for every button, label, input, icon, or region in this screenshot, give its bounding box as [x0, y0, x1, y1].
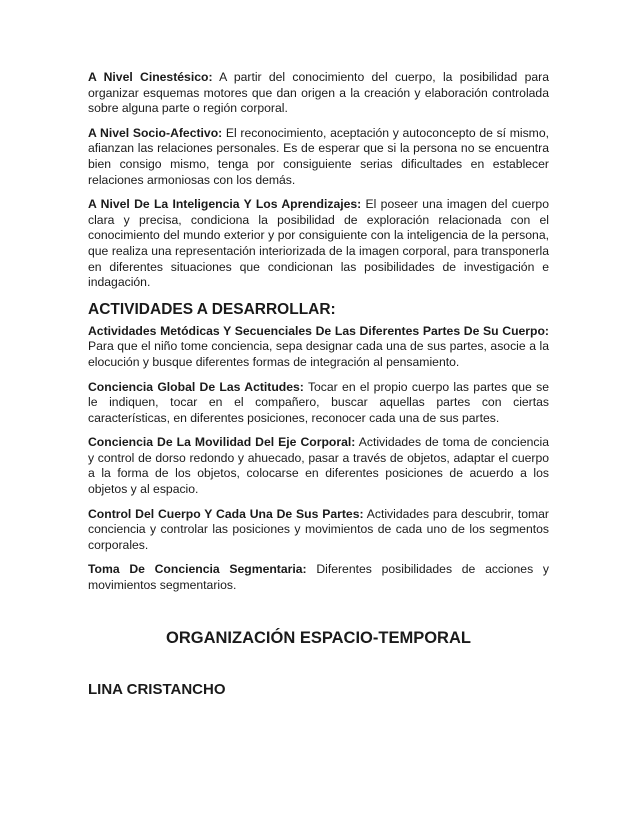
author-name: LINA CRISTANCHO [88, 680, 226, 698]
activity-label: Conciencia Global De Las Actitudes: [88, 379, 304, 394]
paragraph-cinestesico [88, 70, 549, 117]
paragraph-socio-afectivo [88, 126, 549, 188]
activity-label: Conciencia De La Movilidad Del Eje Corporal: [88, 435, 356, 450]
activity-metodicas [88, 324, 549, 371]
paragraph-label: A Nivel De La Inteligencia Y Los Aprendizajes: [88, 197, 362, 212]
activity-control-cuerpo [88, 507, 549, 554]
paragraph-text: El poseer una imagen del cuerpo clara y precisa, condiciona la posibilidad de exploración relacionada con el conocimiento del mundo exterior y por consiguiente con la inteligencia de la persona, que realiza una representación interiorizada de la imagen corporal, para transponerla en diferentes situaciones que condicionan las posibilidades de investigación e indagación. [88, 197, 549, 290]
activity-text: Diferentes posibilidades de acciones y movimientos segmentarios. [88, 562, 549, 593]
activity-text: Actividades de toma de conciencia y control de dorso redondo y ahuecado, pasar a través de objetos, adaptar el cuerpo a la forma de los objetos, colocarse en diferentes posiciones de acuerdo a los objetos y al espacio. [88, 435, 549, 497]
activity-label: Control Del Cuerpo Y Cada Una De Sus Partes: [88, 506, 364, 521]
activity-movilidad-eje [88, 435, 549, 497]
section-title: ORGANIZACIÓN ESPACIO-TEMPORAL [166, 628, 471, 647]
paragraph-inteligencia [88, 197, 549, 291]
paragraph-label: A Nivel Cinestésico: [88, 70, 213, 84]
activity-conciencia-global [88, 380, 549, 427]
paragraph-label: A Nivel Socio-Afectivo: [88, 125, 223, 140]
paragraph-text: A partir del conocimiento del cuerpo, la posibilidad para organizar esquemas motores que dan origen a la creación y elaboración controlada sobre alguna parte o región corporal. [88, 70, 549, 116]
activity-text: Tocar en el propio cuerpo las partes que se le indiquen, tocar en el compañero, buscar aquellas partes con ciertas características, en diferentes posiciones, reconocer cada una de sus partes. [88, 379, 549, 425]
activities-heading: ACTIVIDADES A DESARROLLAR: [88, 300, 336, 318]
activity-conciencia-segmentaria [88, 562, 549, 593]
activity-label: Toma De Conciencia Segmentaria: [88, 562, 307, 577]
activity-text: Para que el niño tome conciencia, sepa designar cada una de sus partes, asocie a la elocución y busque diferentes formas de integración al pensamiento. [88, 339, 549, 369]
document-page [88, 70, 549, 699]
activity-text: Actividades para descubrir, tomar conciencia y controlar las posiciones y movimientos de cada uno de los segmentos corporales. [88, 506, 549, 552]
activity-label: Actividades Metódicas Y Secuenciales De Las Diferentes Partes De Su Cuerpo: [88, 323, 549, 338]
paragraph-text: El reconocimiento, aceptación y autoconcepto de sí mismo, afianzan las relaciones personales. Es de esperar que si la persona no se encuentra bien consigo mismo, tenga por consiguiente serias dificultades en establecer relaciones armoniosas con los demás. [88, 125, 549, 187]
